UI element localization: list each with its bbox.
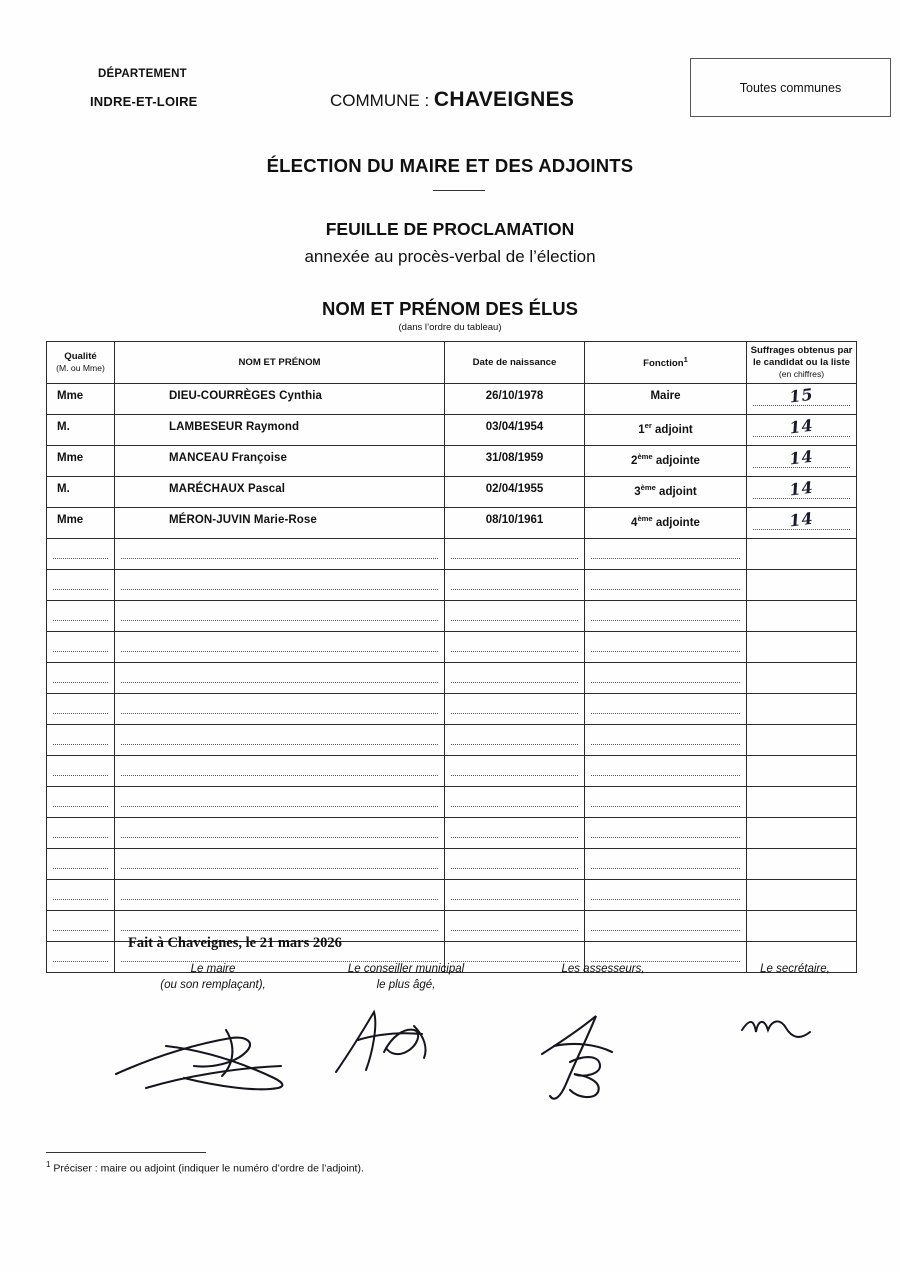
column-header-fonction-footnote: 1 (683, 354, 688, 364)
dotted-line (451, 589, 578, 590)
cell-nom-text: MARÉCHAUX Pascal (169, 483, 285, 495)
cell-empty (445, 539, 584, 569)
cell-qualite-text: M. (57, 483, 70, 495)
dotted-line (451, 837, 578, 838)
cell-empty (115, 818, 444, 848)
signature-label-conseiller (301, 962, 511, 993)
cell-empty (747, 632, 856, 662)
dotted-line (121, 682, 438, 683)
cell-date (445, 446, 584, 476)
cell-empty (115, 601, 444, 631)
cell-qualite (47, 415, 114, 445)
dotted-line (591, 620, 740, 621)
signature-label-secretaire (690, 962, 900, 978)
document-header (90, 62, 842, 132)
table-row (47, 477, 857, 508)
cell-empty (445, 570, 584, 600)
signature-maire-line1: Le maire (190, 963, 236, 975)
cell-empty (747, 570, 856, 600)
cell-empty (747, 818, 856, 848)
title-divider (433, 190, 485, 191)
table-row-empty (47, 663, 857, 694)
cell-empty (47, 694, 114, 724)
cell-empty (115, 570, 444, 600)
footnote-text: Préciser : maire ou adjoint (indiquer le numéro d’ordre de l’adjoint). (50, 1162, 364, 1175)
cell-qualite-text: Mme (57, 390, 84, 402)
cell-fonction-text: Maire (650, 390, 681, 402)
signature-label-maire (108, 962, 318, 993)
table-row-empty (47, 818, 857, 849)
column-header-date: Date de naissance (445, 342, 585, 384)
cell-empty (585, 539, 746, 569)
cell-empty (585, 787, 746, 817)
cell-suffrages (747, 384, 856, 414)
department-name: INDRE-ET-LOIRE (90, 94, 198, 109)
signature-mark-maire (106, 1016, 326, 1106)
cell-fonction-text: 1er adjoint (638, 421, 693, 436)
cell-nom (115, 508, 444, 538)
signature-conseiller-line1: Le conseiller municipal (347, 963, 465, 975)
dotted-line (121, 775, 438, 776)
cell-date-text: 26/10/1978 (485, 390, 544, 402)
dotted-line (591, 899, 740, 900)
dotted-line (53, 930, 108, 931)
cell-empty (47, 880, 114, 910)
signature-conseiller-line2: le plus âgé, (376, 978, 436, 991)
dotted-line (53, 806, 108, 807)
cell-empty (445, 632, 584, 662)
signature-maire-line2: (ou son remplaçant), (160, 978, 266, 991)
dotted-line (53, 744, 108, 745)
cell-empty (47, 570, 114, 600)
dotted-line (591, 744, 740, 745)
cell-empty (747, 880, 856, 910)
cell-empty (115, 849, 444, 879)
cell-empty (747, 725, 856, 755)
dotted-line (53, 899, 108, 900)
cell-empty (47, 911, 114, 941)
cell-empty (585, 570, 746, 600)
cell-empty (115, 880, 444, 910)
dotted-line (451, 775, 578, 776)
cell-empty (585, 694, 746, 724)
cell-empty (445, 818, 584, 848)
dotted-line (121, 744, 438, 745)
column-header-fonction (585, 342, 747, 384)
dotted-line (591, 682, 740, 683)
cell-empty (747, 663, 856, 693)
cell-empty (747, 539, 856, 569)
stamp-box (690, 58, 891, 117)
cell-suffrages (747, 477, 856, 507)
dotted-line (451, 899, 578, 900)
cell-fonction (585, 508, 746, 538)
cell-empty (115, 787, 444, 817)
cell-suffrages-value: 14 (788, 477, 815, 500)
table-row-empty (47, 849, 857, 880)
table-row (47, 415, 857, 446)
cell-fonction (585, 384, 746, 414)
dotted-line (591, 837, 740, 838)
department-label: DÉPARTEMENT (98, 68, 187, 80)
cell-date-text: 02/04/1955 (485, 483, 544, 495)
dotted-line (53, 682, 108, 683)
cell-empty (747, 911, 856, 941)
dotted-line (451, 620, 578, 621)
dotted-line (121, 651, 438, 652)
cell-empty (747, 756, 856, 786)
cell-empty (47, 725, 114, 755)
cell-qualite-text: Mme (57, 452, 84, 464)
dotted-line (121, 806, 438, 807)
footnote-marker: 1 (46, 1160, 51, 1169)
cell-empty (445, 911, 584, 941)
dotted-line (53, 775, 108, 776)
cell-suffrages-value: 14 (788, 446, 815, 469)
cell-empty (585, 601, 746, 631)
cell-qualite (47, 446, 114, 476)
cell-qualite (47, 477, 114, 507)
cell-empty (115, 756, 444, 786)
footnote (46, 1160, 364, 1175)
stamp-text: Toutes communes (739, 80, 842, 95)
table-row-empty (47, 756, 857, 787)
cell-empty (47, 663, 114, 693)
cell-empty (585, 663, 746, 693)
cell-empty (47, 539, 114, 569)
commune-name: CHAVEIGNES (433, 88, 575, 111)
cell-empty (445, 663, 584, 693)
dotted-line (53, 620, 108, 621)
cell-fonction (585, 415, 746, 445)
signature-secretaire-line1: Le secrétaire, (760, 963, 830, 975)
dotted-line (121, 589, 438, 590)
cell-suffrages-value: 14 (788, 508, 815, 531)
dotted-line (451, 651, 578, 652)
cell-empty (445, 787, 584, 817)
cell-suffrages (747, 508, 856, 538)
cell-empty (115, 632, 444, 662)
column-header-suffrages-line3: (en chiffres) (778, 369, 825, 380)
cell-nom (115, 477, 444, 507)
dotted-line (53, 837, 108, 838)
commune-line (330, 88, 574, 112)
section-title: NOM ET PRÉNOM DES ÉLUS (322, 298, 578, 319)
cell-empty (747, 694, 856, 724)
cell-nom (115, 415, 444, 445)
cell-nom-text: MÉRON-JUVIN Marie-Rose (169, 514, 317, 526)
column-header-nom: NOM ET PRÉNOM (115, 342, 445, 384)
cell-empty (115, 694, 444, 724)
cell-nom-text: LAMBESEUR Raymond (169, 421, 300, 433)
cell-nom (115, 446, 444, 476)
cell-date-text: 08/10/1961 (485, 514, 544, 526)
dotted-line (121, 868, 438, 869)
table-row-empty (47, 632, 857, 663)
table-row-empty (47, 787, 857, 818)
table-row-empty (47, 570, 857, 601)
dotted-line (591, 775, 740, 776)
cell-empty (47, 632, 114, 662)
table-row-empty (47, 539, 857, 570)
table-row-empty (47, 880, 857, 911)
cell-empty (445, 725, 584, 755)
cell-fonction-text: 4ème adjointe (631, 514, 700, 529)
dotted-line (451, 558, 578, 559)
cell-empty (445, 601, 584, 631)
dotted-line (451, 744, 578, 745)
table-body (47, 384, 857, 973)
cell-empty (445, 694, 584, 724)
dotted-line (451, 930, 578, 931)
dotted-line (591, 589, 740, 590)
cell-empty (585, 911, 746, 941)
table-row-empty (47, 694, 857, 725)
dotted-line (451, 868, 578, 869)
signature-mark-assesseurs (526, 1010, 646, 1106)
column-header-qualite (47, 342, 115, 384)
cell-date (445, 508, 584, 538)
cell-empty (47, 756, 114, 786)
dotted-line (121, 558, 438, 559)
column-header-suffrages (747, 342, 857, 384)
cell-empty (747, 601, 856, 631)
dotted-line (121, 930, 438, 931)
column-header-fonction-label: Fonction (643, 358, 684, 370)
cell-suffrages (747, 446, 856, 476)
cell-empty (47, 601, 114, 631)
cell-empty (47, 787, 114, 817)
cell-fonction-text: 3ème adjoint (634, 483, 697, 498)
signature-assesseurs-line1: Les assesseurs, (561, 963, 645, 975)
cell-qualite-text: M. (57, 421, 70, 433)
cell-empty (445, 756, 584, 786)
dotted-line (591, 651, 740, 652)
cell-empty (585, 632, 746, 662)
cell-empty (115, 725, 444, 755)
dotted-line (53, 589, 108, 590)
cell-empty (115, 663, 444, 693)
cell-date-text: 03/04/1954 (485, 421, 544, 433)
dotted-line (53, 868, 108, 869)
table-row-empty (47, 601, 857, 632)
signature-label-assesseurs (498, 962, 708, 978)
column-header-suffrages-line2: le candidat ou la liste (752, 357, 851, 369)
cell-empty (585, 756, 746, 786)
dotted-line (591, 868, 740, 869)
dotted-line (591, 930, 740, 931)
column-header-qualite-sub: (M. ou Mme) (56, 363, 105, 374)
cell-empty (585, 725, 746, 755)
signature-mark-secretaire (736, 1008, 826, 1058)
cell-empty (585, 818, 746, 848)
cell-empty (585, 880, 746, 910)
column-header-qualite-label: Qualité (64, 351, 97, 363)
cell-empty (747, 787, 856, 817)
dotted-line (121, 713, 438, 714)
dotted-line (121, 899, 438, 900)
place-and-date: Fait à Chaveignes, le 21 mars 2026 (128, 935, 342, 951)
cell-qualite (47, 384, 114, 414)
dotted-line (451, 682, 578, 683)
cell-qualite-text: Mme (57, 514, 84, 526)
cell-empty (585, 849, 746, 879)
elected-officials-table (46, 341, 857, 973)
table-row-empty (47, 725, 857, 756)
cell-date-text: 31/08/1959 (485, 452, 544, 464)
commune-label: COMMUNE : (330, 91, 430, 110)
dotted-line (451, 713, 578, 714)
cell-empty (47, 818, 114, 848)
dotted-line (591, 558, 740, 559)
cell-nom-text: DIEU-COURRÈGES Cynthia (169, 390, 322, 402)
cell-fonction (585, 446, 746, 476)
footnote-divider (46, 1152, 206, 1153)
dotted-line (53, 651, 108, 652)
cell-qualite (47, 508, 114, 538)
table-row (47, 384, 857, 415)
cell-empty (445, 880, 584, 910)
cell-nom (115, 384, 444, 414)
page-title: ÉLECTION DU MAIRE ET DES ADJOINTS (266, 155, 634, 176)
dotted-line (121, 837, 438, 838)
cell-suffrages (747, 415, 856, 445)
cell-date (445, 415, 584, 445)
table-row (47, 446, 857, 477)
document-subtitle: annexée au procès-verbal de l’élection (304, 247, 596, 266)
cell-fonction (585, 477, 746, 507)
dotted-line (591, 806, 740, 807)
dotted-line (451, 806, 578, 807)
dotted-line (53, 713, 108, 714)
cell-empty (47, 849, 114, 879)
cell-empty (747, 849, 856, 879)
signature-block (46, 962, 856, 1112)
column-header-suffrages-line1: Suffrages obtenus par (750, 345, 853, 357)
table-row (47, 508, 857, 539)
dotted-line (121, 620, 438, 621)
cell-nom-text: MANCEAU Françoise (169, 452, 287, 464)
dotted-line (591, 713, 740, 714)
cell-date (445, 477, 584, 507)
cell-empty (115, 539, 444, 569)
cell-fonction-text: 2ème adjointe (631, 452, 700, 467)
table-header-row (47, 342, 857, 384)
dotted-line (53, 558, 108, 559)
document-title: FEUILLE DE PROCLAMATION (325, 219, 575, 239)
cell-date (445, 384, 584, 414)
cell-empty (445, 849, 584, 879)
cell-suffrages-value: 14 (788, 415, 815, 438)
signature-mark-conseiller (328, 1006, 448, 1086)
cell-suffrages-value: 15 (788, 384, 815, 407)
section-note: (dans l’ordre du tableau) (398, 322, 502, 333)
